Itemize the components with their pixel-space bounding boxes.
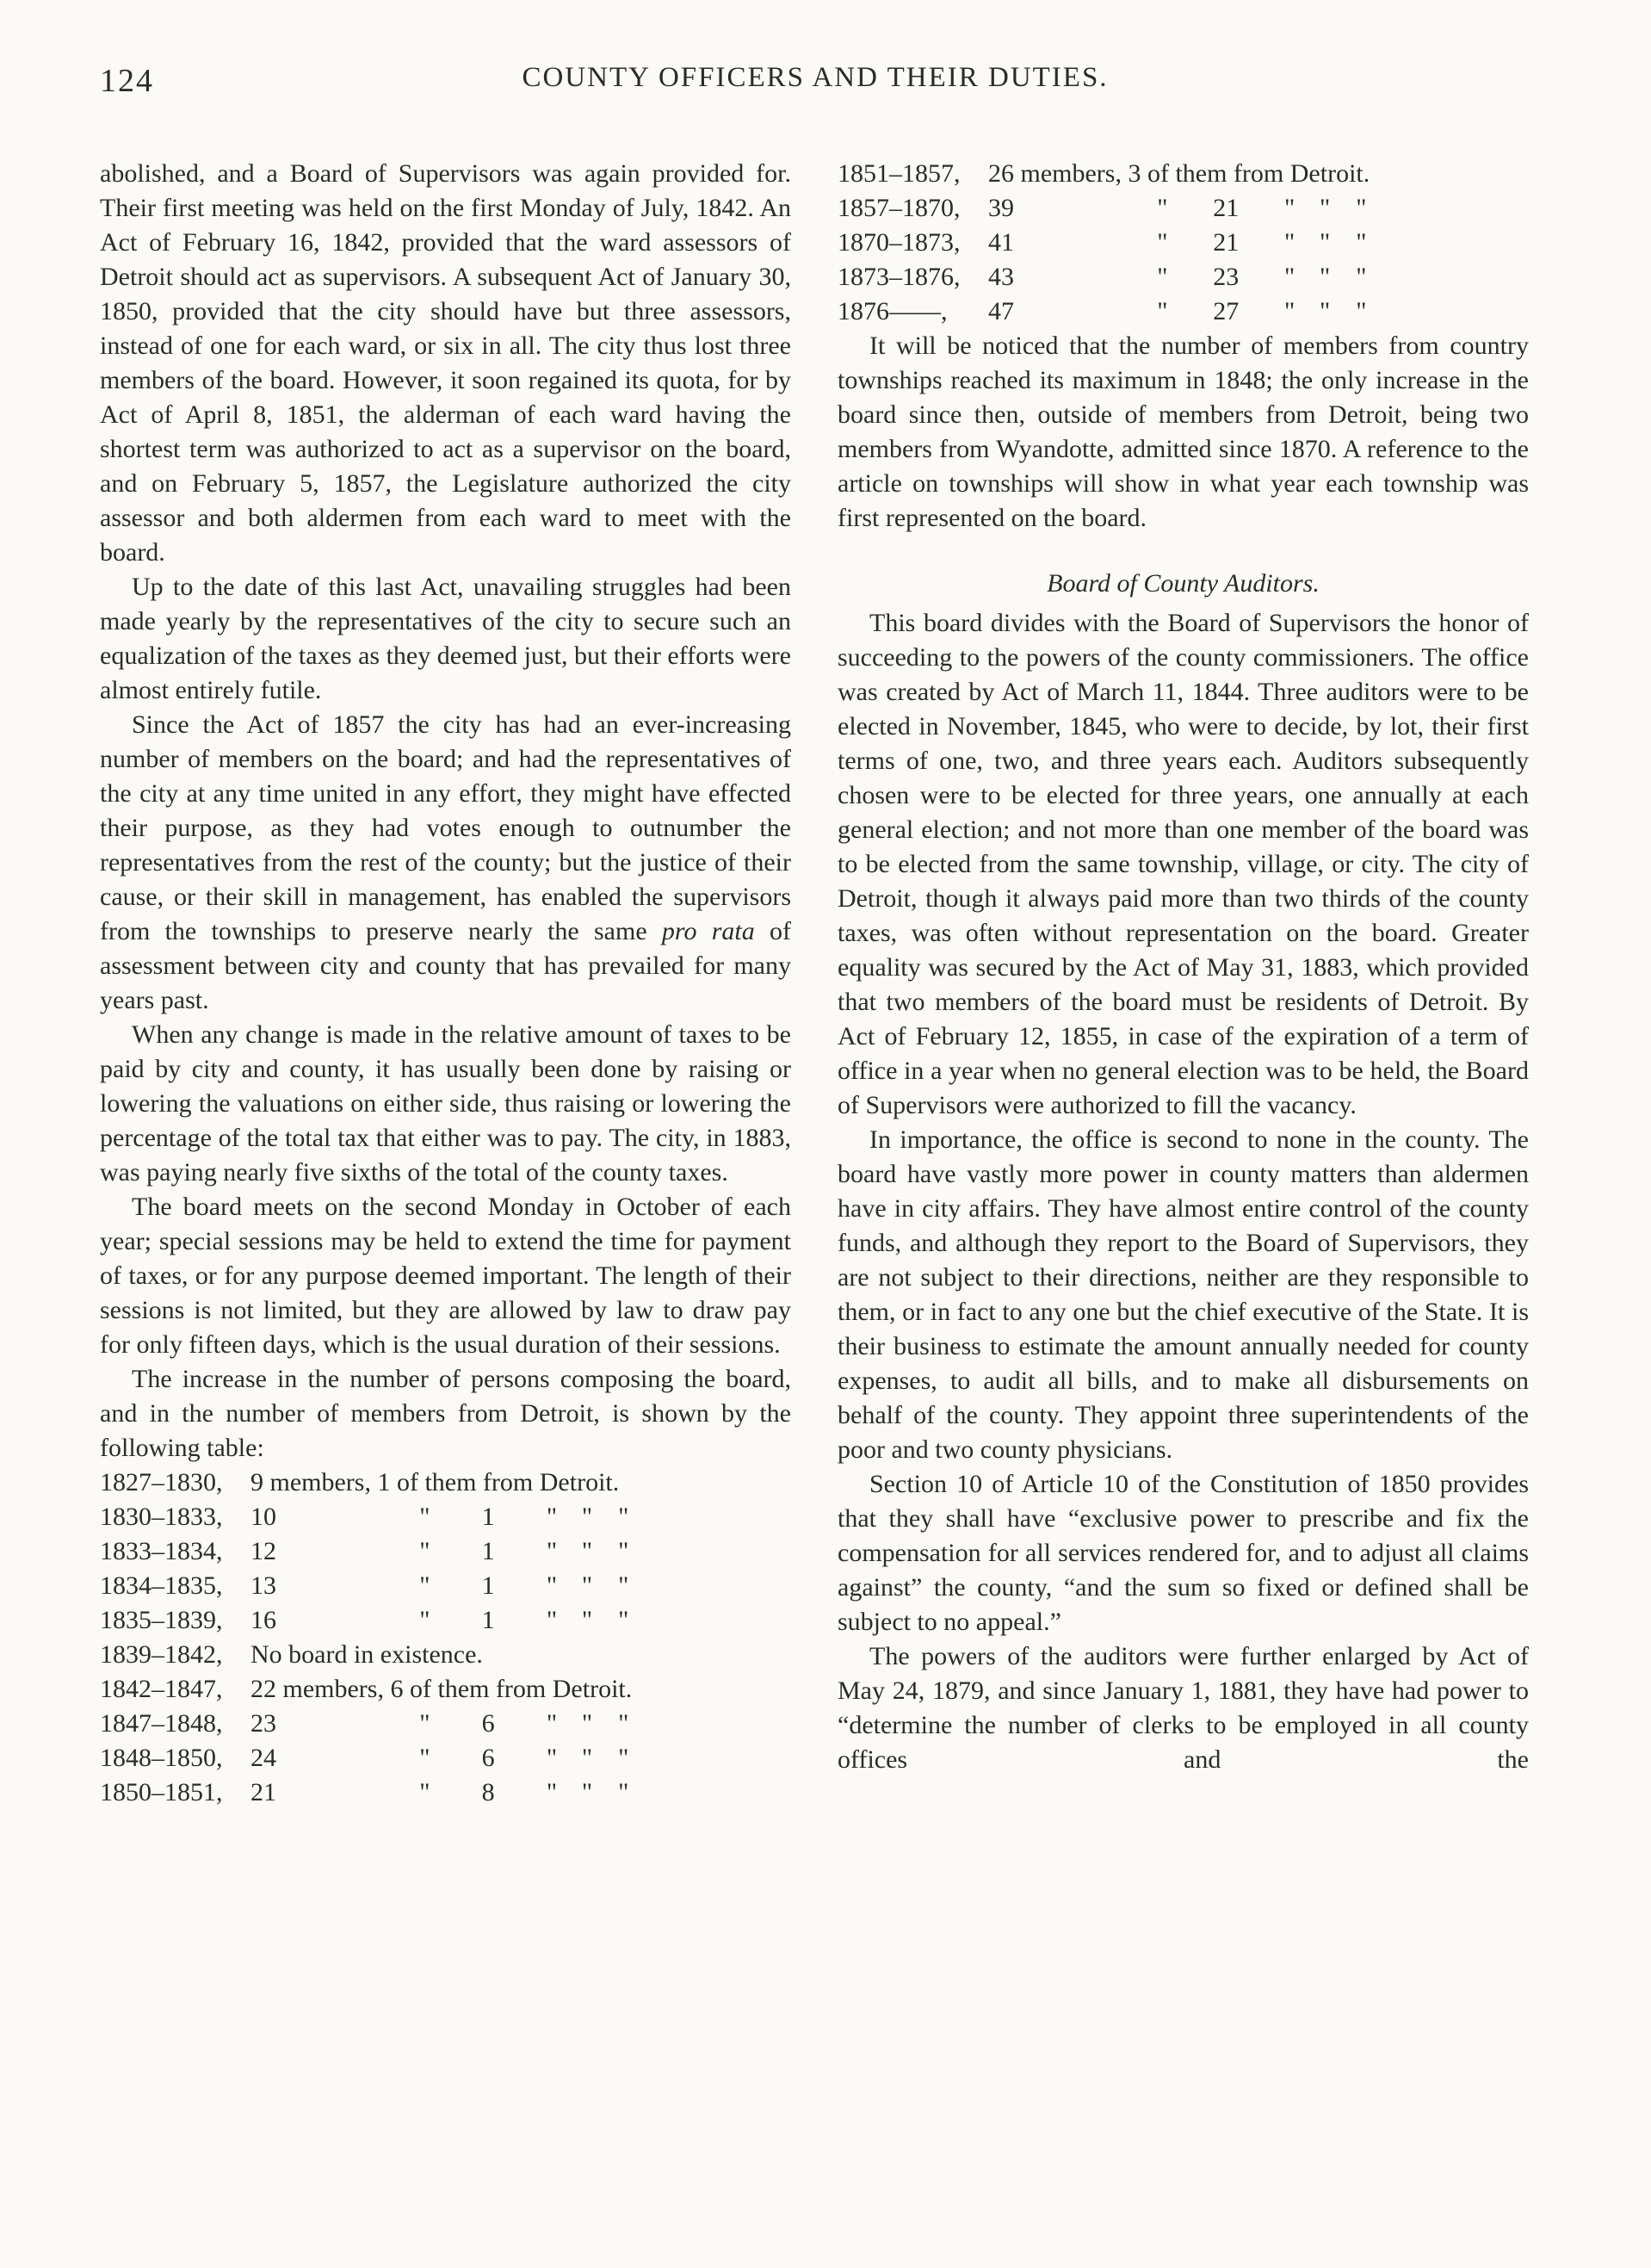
table-row [100, 1466, 632, 1500]
table-cell-count: 41 [988, 228, 1014, 257]
table-row [838, 191, 1370, 226]
italic-phrase: pro rata [661, 917, 755, 945]
table-cell-rest: of them from Detroit. [1147, 159, 1370, 188]
ditto-mark: " [419, 1537, 430, 1565]
table-cell-years: 1834–1835, [100, 1571, 223, 1600]
table-row [100, 1707, 632, 1741]
table-cell-count: 12 [250, 1537, 276, 1565]
ditto-mark: " [1157, 228, 1168, 257]
ditto-mark: " [546, 1709, 558, 1738]
table-cell-years: 1876——, [838, 297, 948, 325]
ditto-mark: " [1319, 297, 1331, 325]
ditto-mark: " [581, 1503, 593, 1531]
ditto-marks [578, 1569, 632, 1603]
table-cell-years: 1827–1830, [100, 1468, 223, 1497]
table-row [838, 294, 1370, 329]
table-cell-count: 9 members, [250, 1468, 371, 1497]
ditto-mark: " [1283, 297, 1295, 325]
table-row [100, 1569, 632, 1603]
table-cell-years: 1847–1848, [100, 1709, 223, 1738]
table-row [100, 1534, 632, 1569]
ditto-mark: " [419, 1744, 430, 1772]
paragraph: In importance, the office is second to none in the county. The board have vastly more power in county matters than aldermen have in city affairs. They have almost entire control of the county funds, and although they report to the Board of Supervisors, they are not subject to their directions, neither are they responsible to them, or in fact to any one but the chief executive of the State. It is their business to estimate the amount annually needed for county expenses, to audit all bills, and to make all disbursements on behalf of the county. They appoint three superintendents of the poor and two county physicians. [838, 1125, 1529, 1464]
table-cell-years: 1873–1876, [838, 263, 961, 291]
table-cell-years: 1833–1834, [100, 1537, 223, 1565]
table-cell-count: 13 [250, 1571, 276, 1600]
ditto-marks [1316, 260, 1370, 294]
running-head: COUNTY OFFICERS AND THEIR DUTIES. [522, 62, 1109, 93]
table-cell-count: 21 [250, 1778, 276, 1806]
table-cell-years: 1851–1857, [838, 159, 961, 188]
table-cell-detroit: 8 [481, 1778, 495, 1806]
ditto-mark: " [1356, 297, 1367, 325]
table-cell-years: 1857–1870, [838, 194, 961, 222]
ditto-marks [578, 1500, 632, 1534]
table-cell-years: 1842–1847, [100, 1675, 223, 1703]
paragraph-text: Since the Act of 1857 the city has had an ever-increasing number of members on the board; and had the representatives of the city at any time united in any effort, they might have effected their purpose, as they had votes enough to outnumber the representatives from the rest of the county; but the justice of their cause, or their skill in management, has enabled the supervisors from the townships to preserve nearly the same [100, 710, 791, 945]
page-header [100, 62, 1530, 114]
ditto-marks [578, 1707, 632, 1741]
ditto-mark: " [581, 1571, 593, 1600]
paragraph-text: of assessment between city and county that has prevailed for many years past. [100, 917, 791, 1014]
table-cell-rest: of them from Detroit. [396, 1468, 620, 1497]
table-cell-count: 43 [988, 263, 1014, 291]
table-cell-count: 23 [250, 1709, 276, 1738]
ditto-mark: " [1283, 228, 1295, 257]
table-row [100, 1638, 632, 1672]
ditto-mark: " [1157, 297, 1168, 325]
ditto-mark: " [1319, 228, 1331, 257]
table-cell-detroit: 6 [390, 1675, 404, 1703]
table-row [838, 157, 1370, 191]
text-columns [100, 157, 1530, 1810]
table-cell-years: 1835–1839, [100, 1606, 223, 1634]
paragraph: This board divides with the Board of Supervisors the honor of succeeding to the powers of the county commissioners. The office was created by Act of March 11, 1844. Three auditors were to be elected in November, 1845, who were to decide, by lot, their first terms of one, two, and three years each. Auditors subsequently chosen were to be elected for three years, one annually at each general election; and not more than one member of the board was to be elected from the same township, village, or city. The city of Detroit, though it always paid more than two thirds of the county taxes, was often without representation on the board. Greater equality was secured by the Act of May 31, 1883, which provided that two members of the board must be residents of Detroit. By Act of February 12, 1855, in case of the expiration of a term of office in a year when no general election was to be held, the Board of Supervisors were authorized to fill the vacancy. [838, 609, 1529, 1119]
ditto-mark: " [618, 1744, 629, 1772]
table-cell-count: 26 members, [988, 159, 1122, 188]
table-cell-years: 1830–1833, [100, 1503, 223, 1531]
ditto-mark: " [419, 1503, 430, 1531]
paragraph: The board meets on the second Monday in October of each year; special sessions may be held to extend the time for payment of taxes, or for any purpose deemed important. The length of their sessions is not limited, but they are allowed by law to draw pay for only fifteen days, which is the usual duration of their sessions. [100, 1193, 791, 1359]
ditto-mark: " [546, 1571, 558, 1600]
ditto-mark: " [581, 1778, 593, 1806]
ditto-mark: " [419, 1778, 430, 1806]
ditto-mark: " [618, 1571, 629, 1600]
table-cell-count: 24 [250, 1744, 276, 1772]
table-row [838, 260, 1370, 294]
page-number: 124 [100, 63, 154, 99]
ditto-mark: " [581, 1537, 593, 1565]
table-row [100, 1775, 632, 1810]
ditto-mark: " [419, 1709, 430, 1738]
ditto-mark: " [1319, 263, 1331, 291]
ditto-mark: " [546, 1778, 558, 1806]
table-cell-count: 22 members, [250, 1675, 384, 1703]
ditto-mark: " [546, 1537, 558, 1565]
ditto-mark: " [1157, 263, 1168, 291]
table-cell-detroit: 23 [1213, 263, 1240, 291]
table-cell-detroit: 27 [1213, 297, 1240, 325]
ditto-mark: " [618, 1537, 629, 1565]
section-heading: Board of County Auditors. [1047, 569, 1320, 598]
table-cell-detroit: 1 [481, 1503, 495, 1531]
table-row [838, 226, 1370, 260]
ditto-mark: " [581, 1606, 593, 1634]
table-cell-note: No board in existence. [250, 1640, 483, 1669]
paragraph: When any change is made in the relative amount of taxes to be paid by city and county, it has usually been done by raising or lowering the valuations on either side, thus raising or lowering the percentage of the total tax that either was to pay. The city, in 1883, was paying nearly five sixths of the total of the county taxes. [100, 1020, 791, 1187]
table-cell-detroit: 1 [481, 1571, 495, 1600]
table-cell-years: 1870–1873, [838, 228, 961, 257]
ditto-mark: " [618, 1778, 629, 1806]
ditto-mark: " [1283, 194, 1295, 222]
ditto-mark: " [1157, 194, 1168, 222]
table-cell-detroit: 3 [1128, 159, 1141, 188]
left-column [100, 157, 791, 1810]
ditto-mark: " [1356, 228, 1367, 257]
table-cell-detroit: 6 [481, 1709, 495, 1738]
table-row [100, 1672, 632, 1707]
ditto-mark: " [581, 1709, 593, 1738]
ditto-mark: " [546, 1503, 558, 1531]
ditto-mark: " [581, 1744, 593, 1772]
table-cell-detroit: 1 [481, 1537, 495, 1565]
table-row [100, 1500, 632, 1534]
ditto-mark: " [419, 1571, 430, 1600]
ditto-marks [1316, 191, 1370, 226]
paragraph: The increase in the number of persons composing the board, and in the number of members from Detroit, is shown by the following table: [100, 1365, 791, 1462]
ditto-mark: " [1356, 263, 1367, 291]
ditto-mark: " [546, 1606, 558, 1634]
table-cell-count: 10 [250, 1503, 276, 1531]
table-cell-count: 39 [988, 194, 1014, 222]
table-cell-count: 16 [250, 1606, 276, 1634]
ditto-mark: " [618, 1709, 629, 1738]
table-cell-detroit: 21 [1213, 194, 1240, 222]
table-cell-detroit: 1 [481, 1606, 495, 1634]
ditto-mark: " [1356, 194, 1367, 222]
paragraph: Section 10 of Article 10 of the Constitution of 1850 provides that they shall have “exclusive power to prescribe and fix the compensation for all services rendered for, and to adjust all claims against” the county, “and the sum so fixed or defined shall be subject to no appeal.” [838, 1470, 1529, 1636]
ditto-marks [578, 1741, 632, 1775]
table-cell-detroit: 21 [1213, 228, 1240, 257]
ditto-mark: " [618, 1503, 629, 1531]
paragraph: It will be noticed that the number of members from country townships reached its maximum in 1848; the only increase in the board since then, outside of members from Detroit, being two members from Wyandotte, admitted since 1870. A reference to the article on townships will show in what year each township was first represented on the board. [838, 332, 1529, 532]
table-row [100, 1603, 632, 1638]
right-column [838, 157, 1529, 1810]
table-row [100, 1741, 632, 1775]
ditto-marks [1316, 226, 1370, 260]
ditto-mark: " [419, 1606, 430, 1634]
table-cell-count: 47 [988, 297, 1014, 325]
membership-table [100, 1466, 632, 1810]
ditto-marks [578, 1603, 632, 1638]
table-cell-years: 1848–1850, [100, 1744, 223, 1772]
ditto-mark: " [1319, 194, 1331, 222]
table-cell-detroit: 1 [377, 1468, 391, 1497]
ditto-mark: " [546, 1744, 558, 1772]
ditto-marks [578, 1775, 632, 1810]
ditto-marks [578, 1534, 632, 1569]
ditto-mark: " [1283, 263, 1295, 291]
ditto-marks [1316, 294, 1370, 329]
ditto-mark: " [618, 1606, 629, 1634]
table-cell-years: 1850–1851, [100, 1778, 223, 1806]
table-cell-years: 1839–1842, [100, 1640, 223, 1669]
paragraph: Up to the date of this last Act, unavailing struggles had been made yearly by the representatives of the city to secure such an equalization of the taxes as they deemed just, but their efforts were almost entirely futile. [100, 573, 791, 704]
table-cell-detroit: 6 [481, 1744, 495, 1772]
membership-table-continued [838, 157, 1370, 329]
paragraph [100, 708, 791, 1018]
table-cell-rest: of them from Detroit. [409, 1675, 633, 1703]
paragraph: The powers of the auditors were further enlarged by Act of May 24, 1879, and since January 1, 1881, they have had power to “determine the number of clerks to be employed in all county offices and the [838, 1642, 1529, 1774]
paragraph: abolished, and a Board of Supervisors was again provided for. Their first meeting was held on the first Monday of July, 1842. An Act of February 16, 1842, provided that the ward assessors of Detroit should act as supervisors. A subsequent Act of January 30, 1850, provided that the city should have but three assessors, instead of one for each ward, or six in all. The city thus lost three members of the board. However, it soon regained its quota, for by Act of April 8, 1851, the alderman of each ward having the shortest term was authorized to act as a supervisor on the board, and on February 5, 1857, the Legislature authorized the city assessor and both aldermen from each ward to meet with the board. [100, 159, 791, 567]
